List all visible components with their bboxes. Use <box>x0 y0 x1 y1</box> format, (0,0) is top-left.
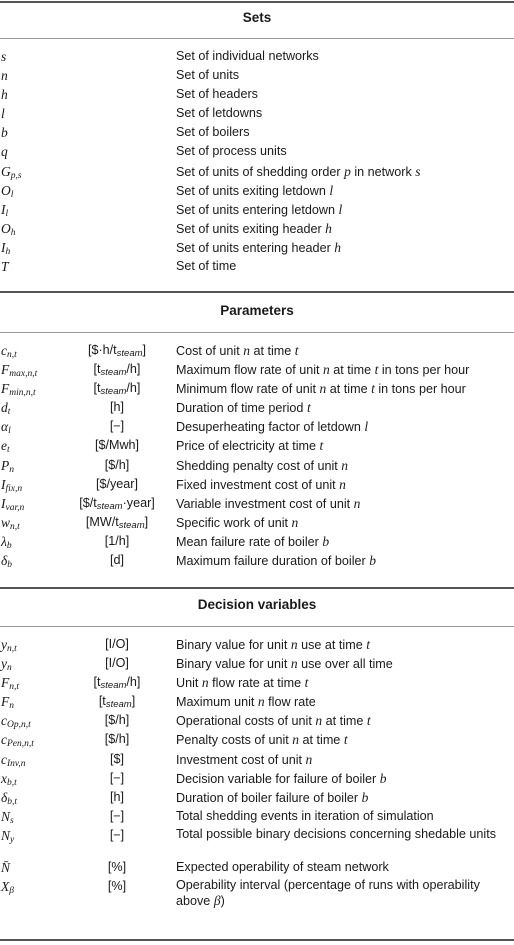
unit: $[t_{steam}/h]$ <box>93 362 141 379</box>
description: Duration of boiler failure of boiler b <box>176 789 369 805</box>
table-row <box>0 673 514 692</box>
description: Maximum unit n flow rate <box>176 694 316 710</box>
unit: $[t_{steam}/h]$ <box>93 675 141 692</box>
unit: $[t_{steam}/h]$ <box>93 381 141 398</box>
symbol-subscript: n,t <box>7 644 17 654</box>
symbol-subscript: n,t <box>7 350 17 360</box>
description: Penalty costs of unit n at time t <box>176 732 348 748</box>
section-title-parameters: Parameters <box>220 303 294 318</box>
symbol-subscript: n <box>9 701 14 712</box>
unit: [I/O] <box>105 637 129 651</box>
section-title-decision-variables: Decision variables <box>197 597 317 612</box>
symbol: $d_t$ <box>1 400 11 418</box>
description: Set of units entering letdown l <box>176 201 343 217</box>
symbol-subscript: b <box>6 540 12 551</box>
description: Operability interval (percentage of runs with operability above β) <box>176 878 480 909</box>
description: Operational costs of unit n at time t <box>176 713 371 729</box>
symbol: $c_{Inv,n}$ <box>1 751 26 769</box>
parameters-rows <box>0 341 514 570</box>
unit: [h] <box>109 789 124 804</box>
table-row <box>0 257 514 276</box>
symbol-subscript: β <box>9 886 14 897</box>
description: Set of process units <box>176 144 287 159</box>
symbol-subscript: n <box>7 663 12 674</box>
symbol: $w_{n,t}$ <box>1 514 20 532</box>
table-row <box>0 123 514 142</box>
section-divider-2 <box>0 587 514 589</box>
symbol-subscript: t <box>7 445 10 456</box>
description: Price of electricity at time t <box>176 438 324 454</box>
description: Desuperheating factor of letdown l <box>176 419 369 435</box>
description: Cost of unit n at time t <box>176 343 299 358</box>
unit: [1/h] <box>104 533 130 548</box>
table-row <box>0 66 514 85</box>
description: Set of headers <box>176 87 258 102</box>
unit: $[t_{steam}]$ <box>98 694 136 711</box>
table-row <box>0 769 514 788</box>
decision-variables-rows <box>0 635 514 909</box>
symbol: $\alpha_l$ <box>1 419 11 437</box>
symbol-subscript: min,n,t <box>9 388 36 399</box>
section-rule-sets <box>0 38 514 39</box>
description: Minimum flow rate of unit n at time t in tons per hour <box>176 381 466 397</box>
table-row <box>0 379 514 398</box>
symbol-subscript: l <box>5 208 9 219</box>
unit: [−] <box>109 808 125 823</box>
symbol: $c_{Op,n,t}$ <box>1 713 31 731</box>
description: Set of units exiting letdown l <box>176 182 334 198</box>
symbol-subscript: l <box>10 189 14 200</box>
table-row <box>0 360 514 379</box>
table-row <box>0 692 514 711</box>
table-row <box>0 750 514 769</box>
symbol: h <box>1 87 8 103</box>
symbol-subscript: t <box>7 407 11 418</box>
symbol: N̄ <box>1 859 11 875</box>
symbol-subscript: b <box>7 560 13 571</box>
symbol: $N_s$ <box>1 808 14 826</box>
symbol-subscript: p,s <box>10 170 22 181</box>
unit: [$] <box>109 751 124 766</box>
table-row <box>0 200 514 219</box>
table-row <box>0 436 514 455</box>
symbol: s <box>1 49 7 64</box>
symbol: $G_{p,s}$ <box>1 163 22 181</box>
table-row <box>0 417 514 436</box>
symbol: $\lambda_b$ <box>1 533 12 551</box>
symbol: $\delta_{b,t}$ <box>1 789 18 807</box>
description: Maximum failure duration of boiler b <box>176 553 376 569</box>
symbol: q <box>1 144 8 160</box>
table-row <box>0 475 514 494</box>
table-row <box>0 654 514 673</box>
symbol: T <box>1 259 9 275</box>
sets-rows <box>0 47 514 276</box>
table-row <box>0 494 514 513</box>
table-row <box>0 513 514 532</box>
description: Binary value for unit n use over all time <box>176 656 393 672</box>
symbol: $F_{max,n,t}$ <box>1 362 38 380</box>
description: Set of units <box>176 68 240 83</box>
symbol: l <box>1 106 5 122</box>
symbol-subscript: fix,n <box>5 483 23 494</box>
symbol: $I_{var,n}$ <box>1 495 25 513</box>
table-row <box>0 807 514 826</box>
table-row <box>0 551 514 570</box>
unit: [$/h] <box>104 732 130 747</box>
description: Maximum flow rate of unit n at time t in tons per hour <box>176 362 470 378</box>
symbol: n <box>1 68 8 84</box>
table-row <box>0 532 514 551</box>
unit: [d] <box>109 553 124 568</box>
symbol: $c_{Pen,n,t}$ <box>1 732 34 750</box>
symbol: $F_n$ <box>1 694 14 712</box>
table-row <box>0 398 514 417</box>
table-row <box>0 730 514 749</box>
table-row <box>0 219 514 238</box>
description: Expected operability of steam network <box>176 859 389 874</box>
unit: [%] <box>107 879 127 894</box>
table-row <box>0 238 514 257</box>
unit: [−] <box>109 419 125 434</box>
description: Decision variable for failure of boiler b <box>176 770 387 786</box>
symbol: $P_n$ <box>1 457 14 475</box>
symbol: $x_{b,t}$ <box>1 770 17 788</box>
symbol-subscript: b,t <box>7 777 17 788</box>
symbol-subscript: l <box>8 426 11 437</box>
symbol: $y_{n,t}$ <box>1 637 17 654</box>
symbol: $I_{fix,n}$ <box>1 476 23 494</box>
table-row <box>0 341 514 360</box>
symbol-subscript: n,t <box>10 521 20 532</box>
table-row <box>0 711 514 730</box>
description: Variable investment cost of unit n <box>176 495 361 511</box>
unit: [−] <box>109 827 125 842</box>
description: Set of individual networks <box>176 49 319 63</box>
symbol: $e_t$ <box>1 438 10 456</box>
table-row <box>0 858 514 877</box>
description: Set of units entering header h <box>176 239 342 255</box>
unit: [$/Mwh] <box>94 438 140 453</box>
table-row <box>0 826 514 858</box>
description: Shedding penalty cost of unit n <box>176 457 349 473</box>
table-row <box>0 142 514 161</box>
table-row <box>0 635 514 654</box>
symbol-subscript: h <box>5 246 11 257</box>
symbol-subscript: max,n,t <box>9 369 38 380</box>
symbol: $c_{n,t}$ <box>1 343 17 360</box>
section-divider-1 <box>0 291 514 293</box>
bottom-rule <box>0 939 514 941</box>
table-row <box>0 85 514 104</box>
unit: [$/year] <box>96 476 138 491</box>
description: Set of letdowns <box>176 106 263 121</box>
unit: [$/h] <box>104 457 130 472</box>
symbol: $O_l$ <box>1 182 14 200</box>
description: Duration of time period t <box>176 400 311 416</box>
symbol-subscript: s <box>10 815 14 826</box>
symbol: $X_\beta$ <box>1 879 14 897</box>
description: Total shedding events in iteration of simulation <box>176 808 434 823</box>
unit: [%] <box>107 859 127 874</box>
table-row <box>0 788 514 807</box>
symbol: $F_{min,n,t}$ <box>1 381 36 399</box>
description: Set of units of shedding order p in network s <box>176 163 421 179</box>
table-row <box>0 456 514 475</box>
description: Total possible binary decisions concerning shedable units <box>176 826 497 841</box>
unit: $[MW/t_{steam}]$ <box>85 514 149 531</box>
symbol-subscript: h <box>10 227 16 238</box>
description: Unit n flow rate at time t <box>176 675 309 691</box>
description: Fixed investment cost of unit n <box>176 476 346 492</box>
table-row <box>0 877 514 909</box>
symbol: b <box>1 125 8 141</box>
description: Binary value for unit n use at time t <box>176 637 370 652</box>
description: Set of boilers <box>176 125 250 140</box>
top-rule <box>0 1 514 3</box>
unit: $[\$\cdot h/t_{steam}]$ <box>87 343 147 359</box>
symbol: $\delta_b$ <box>1 553 13 571</box>
unit: $[\$/t_{steam}\cdot year]$ <box>79 495 155 512</box>
unit: [−] <box>109 770 125 785</box>
table-row <box>0 181 514 200</box>
symbol: $F_{n,t}$ <box>1 675 20 693</box>
symbol-subscript: y <box>10 834 15 845</box>
symbol: $O_h$ <box>1 220 16 238</box>
symbol-subscript: Pen,n,t <box>7 739 34 750</box>
symbol-subscript: b,t <box>7 796 18 807</box>
unit: [$/h] <box>104 713 130 728</box>
unit: [I/O] <box>105 656 129 671</box>
section-rule-parameters <box>0 332 514 333</box>
unit: [h] <box>109 400 124 415</box>
symbol: $I_l$ <box>1 201 9 219</box>
symbol-subscript: var,n <box>5 502 25 513</box>
description: Set of units exiting header h <box>176 220 332 236</box>
table-row <box>0 47 514 66</box>
table-row <box>0 104 514 123</box>
symbol: $I_h$ <box>1 239 11 257</box>
section-title-sets: Sets <box>242 10 272 25</box>
description: Investment cost of unit n <box>176 751 313 767</box>
symbol-subscript: n,t <box>9 682 20 693</box>
symbol: $y_n$ <box>1 656 12 674</box>
description: Mean failure rate of boiler b <box>176 533 330 549</box>
symbol: $N_y$ <box>1 827 15 845</box>
description: Set of time <box>176 259 237 274</box>
table-row <box>0 162 514 181</box>
section-rule-decision-variables <box>0 626 514 627</box>
symbol-subscript: Op,n,t <box>7 720 31 731</box>
symbol-subscript: Inv,n <box>7 758 26 769</box>
symbol-subscript: n <box>9 464 14 475</box>
description: Specific work of unit n <box>176 514 299 530</box>
